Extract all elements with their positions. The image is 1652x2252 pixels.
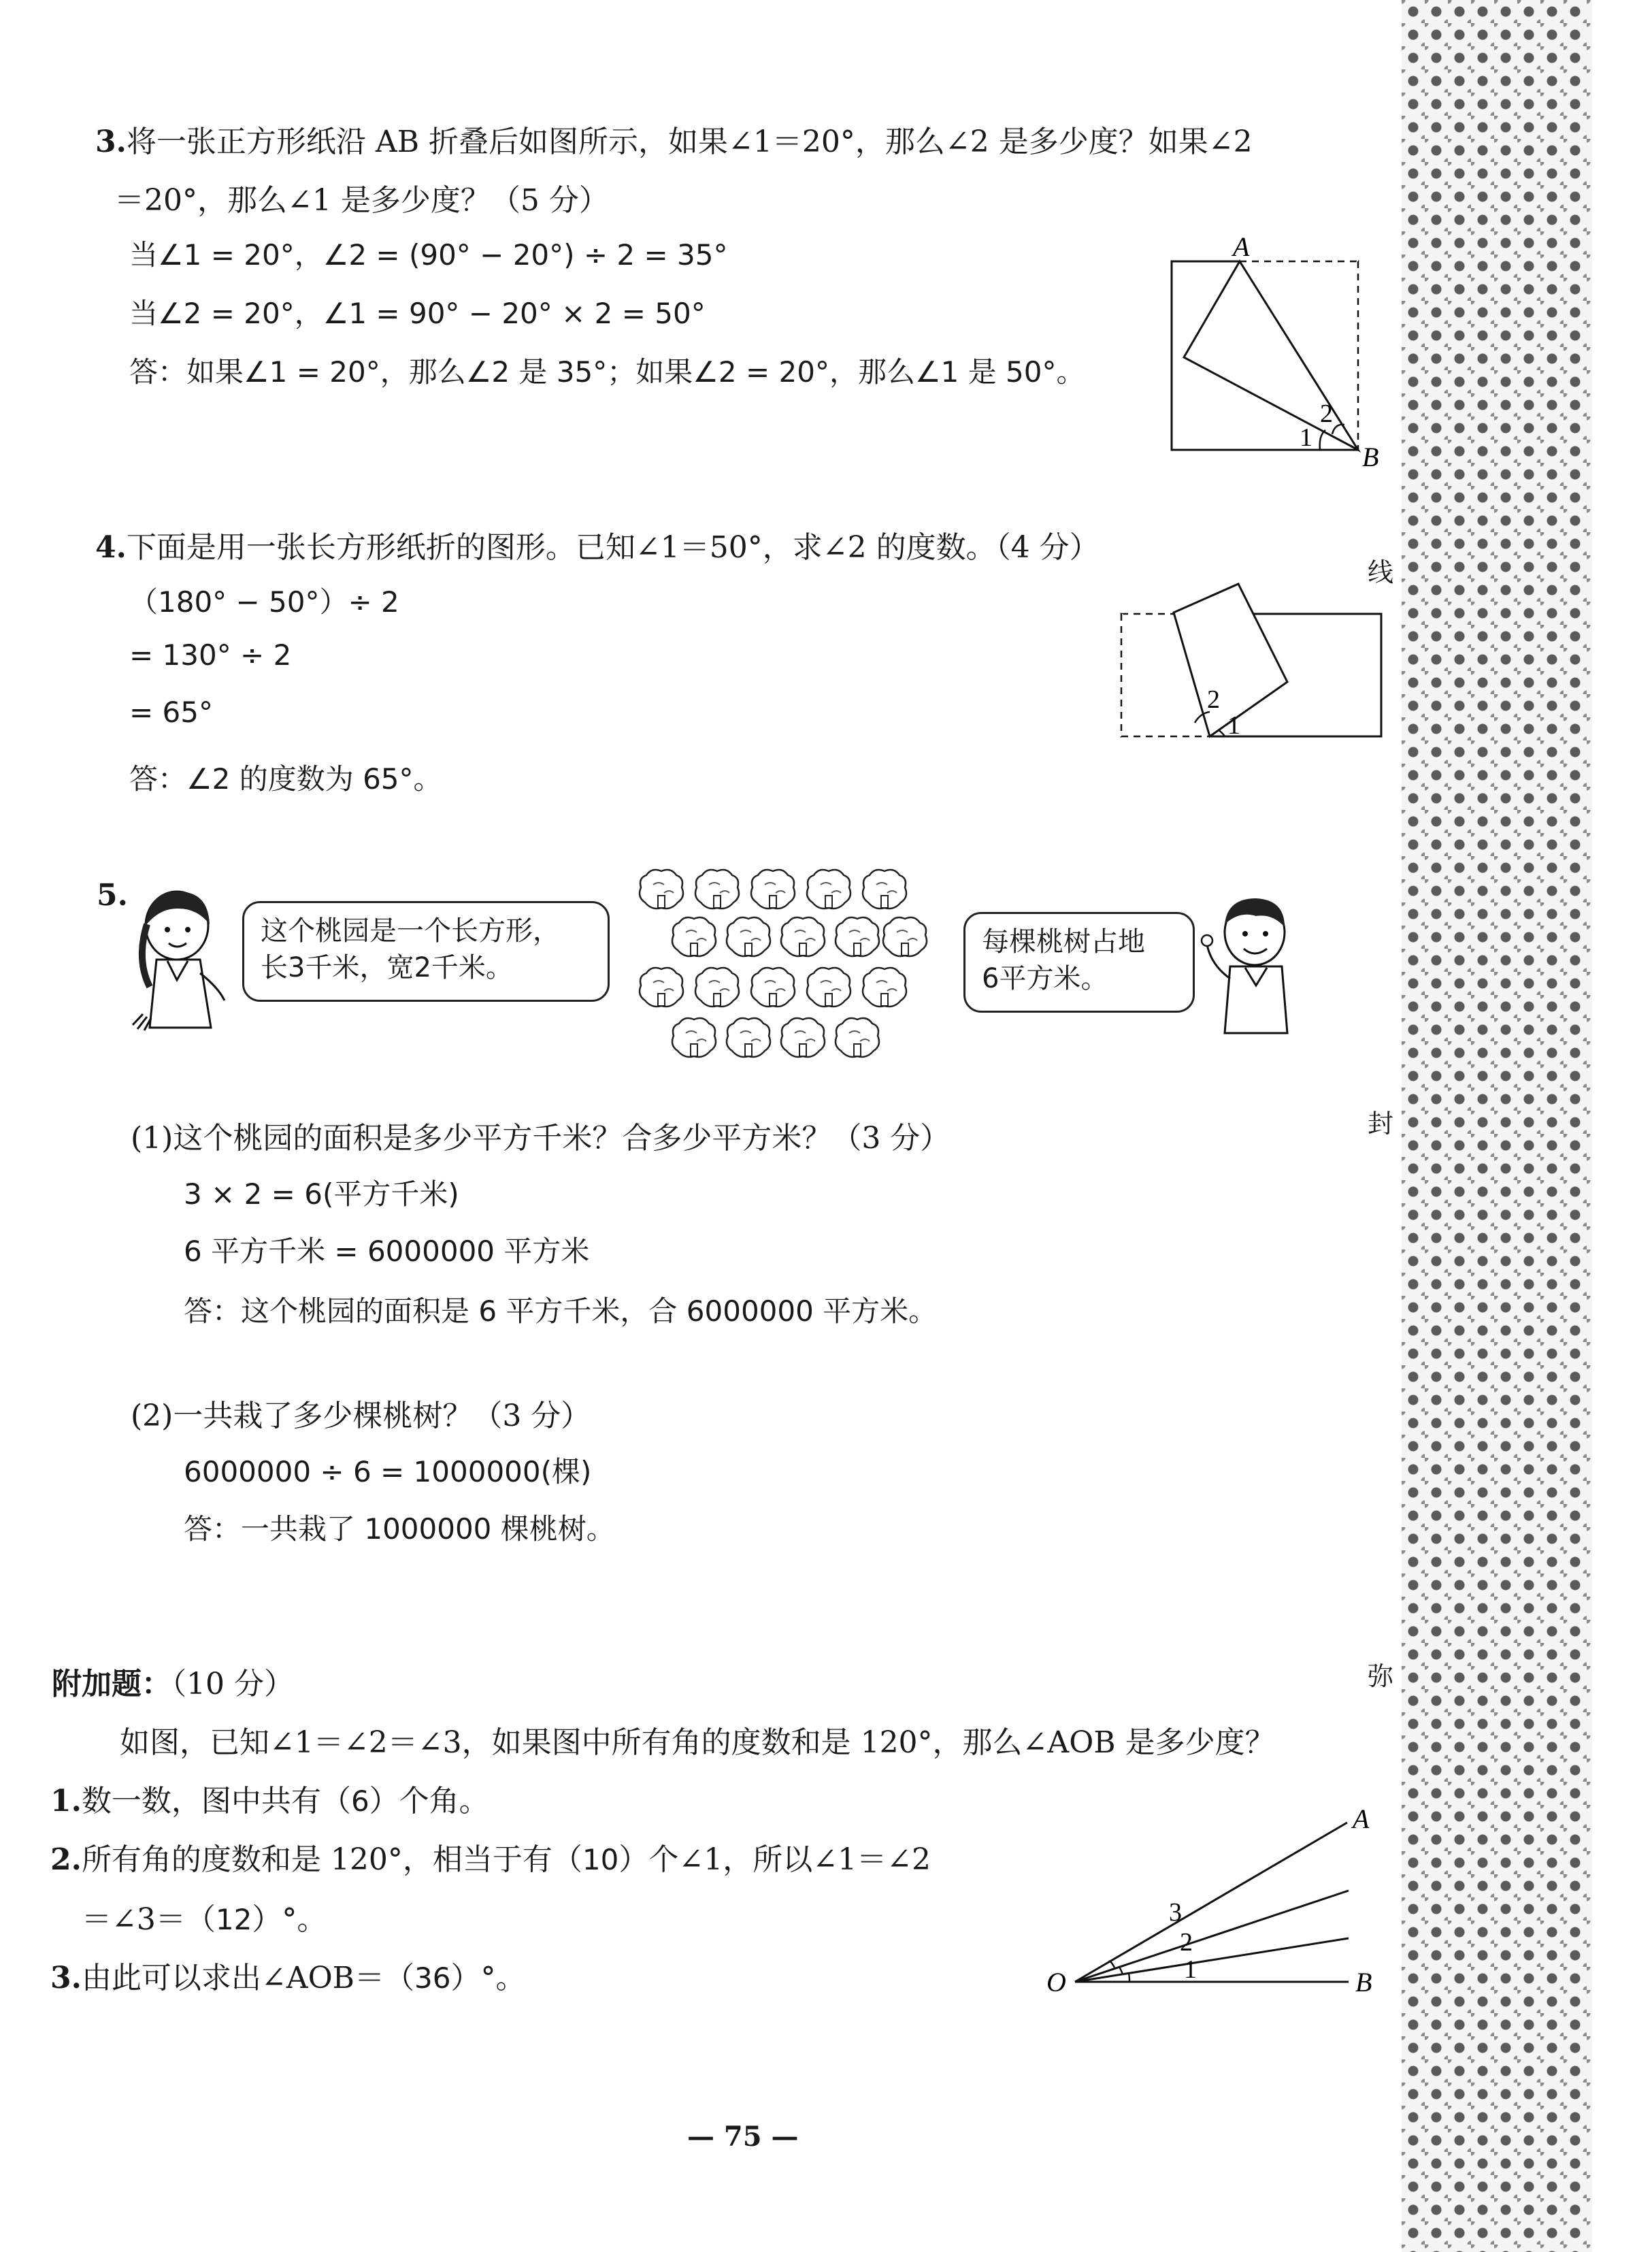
girl-illustration — [129, 885, 238, 1034]
q3-label-A: A — [1233, 231, 1250, 262]
label-3: 3 — [1169, 1898, 1182, 1927]
q3-figure — [1157, 231, 1379, 476]
bonus-item-2: 2.所有角的度数和是 120°，相当于有（10）个∠1，所以∠1＝∠2 — [50, 1842, 931, 1877]
decorative-margin-strip — [1402, 0, 1592, 2252]
q4-text: 4.下面是用一张长方形纸折的图形。已知∠1＝50°，求∠2 的度数。（4 分） — [95, 530, 1100, 565]
label-1: 1 — [1184, 1955, 1197, 1984]
q4-label-2: 2 — [1207, 685, 1220, 714]
q4-work-1: （180° − 50°）÷ 2 — [129, 585, 399, 619]
label-O: O — [1046, 1967, 1066, 1997]
bonus-answer-4: 36 — [414, 1961, 451, 1995]
bonus-item-3: 3.由此可以求出∠AOB＝（36）°。 — [50, 1961, 526, 1995]
q3-number: 3. — [95, 125, 127, 159]
q5-part1-work-1: 3 × 2 = 6(平方千米) — [184, 1177, 459, 1211]
bonus-item-2-cont: ＝∠3＝（12）°。 — [82, 1902, 327, 1937]
q3-text-line1: 3.将一张正方形纸沿 AB 折叠后如图所示，如果∠1＝20°，那么∠2 是多少度？如果∠2 — [95, 125, 1253, 159]
q4-work-2: = 130° ÷ 2 — [129, 638, 292, 672]
ray-3 — [1075, 1891, 1349, 1982]
girl-speech-bubble: 这个桃园是一个长方形， 长3千米，宽2千米。 — [242, 901, 610, 1002]
q5-part2-text: (2)一共栽了多少棵桃树？（3 分） — [131, 1399, 591, 1433]
q3-label-B: B — [1362, 442, 1379, 472]
margin-char-xian: 线 — [1368, 557, 1394, 587]
q3-work-2: 当∠2 = 20°，∠1 = 90° − 20° × 2 = 50° — [129, 297, 706, 330]
margin-char-mi: 弥 — [1368, 1661, 1394, 1691]
q5-number: 5. — [97, 878, 128, 913]
q3-label-1: 1 — [1300, 423, 1312, 452]
label-2: 2 — [1180, 1928, 1193, 1957]
q4-work-3: = 65° — [129, 696, 213, 729]
bonus-answer-2: 10 — [582, 1843, 619, 1876]
q5-part1-answer: 答：这个桃园的面积是 6 平方千米，合 6000000 平方米。 — [184, 1294, 938, 1328]
q3-answer: 答：如果∠1 = 20°，那么∠2 是 35°；如果∠2 = 20°，那么∠1 是 50°。 — [129, 355, 1085, 389]
q3-label-2: 2 — [1320, 399, 1333, 428]
margin-char-feng: 封 — [1368, 1109, 1394, 1139]
boy-speech-bubble: 每棵桃树占地 6平方米。 — [963, 912, 1195, 1013]
q4-figure — [1116, 578, 1388, 742]
q5-part1-text: (1)这个桃园的面积是多少平方千米？合多少平方米？（3 分） — [131, 1121, 951, 1156]
bonus-answer-1: 6 — [350, 1784, 369, 1818]
q5-part1-work-2: 6 平方千米 = 6000000 平方米 — [184, 1235, 590, 1268]
peach-orchard-illustration — [633, 859, 925, 1077]
ray-OA — [1075, 1823, 1347, 1982]
boy-illustration — [1197, 890, 1306, 1040]
page-number: — 75 — — [687, 2121, 799, 2153]
q5-part2-work-1: 6000000 ÷ 6 = 1000000(棵) — [184, 1455, 592, 1488]
bonus-item-1: 1.数一数，图中共有（6）个角。 — [50, 1784, 489, 1818]
label-B: B — [1355, 1967, 1372, 1997]
label-A: A — [1353, 1804, 1370, 1834]
bonus-title: 附加题：（10 分） — [52, 1667, 294, 1701]
q4-answer: 答：∠2 的度数为 65°。 — [129, 762, 442, 796]
q5-part2-answer: 答：一共栽了 1000000 棵桃树。 — [184, 1512, 615, 1546]
bonus-angle-figure — [1034, 1783, 1388, 2001]
q4-label-1: 1 — [1227, 711, 1240, 740]
q3-text-line2: ＝20°，那么∠1 是多少度？（5 分） — [114, 183, 609, 218]
bonus-intro: 如图，已知∠1＝∠2＝∠3，如果图中所有角的度数和是 120°，那么∠AOB 是多少度？ — [120, 1725, 1275, 1760]
q4-number: 4. — [95, 530, 127, 565]
q3-work-1: 当∠1 = 20°，∠2 = (90° − 20°) ÷ 2 = 35° — [129, 238, 728, 272]
bonus-answer-3: 12 — [215, 1903, 252, 1936]
ray-2 — [1075, 1938, 1349, 1982]
